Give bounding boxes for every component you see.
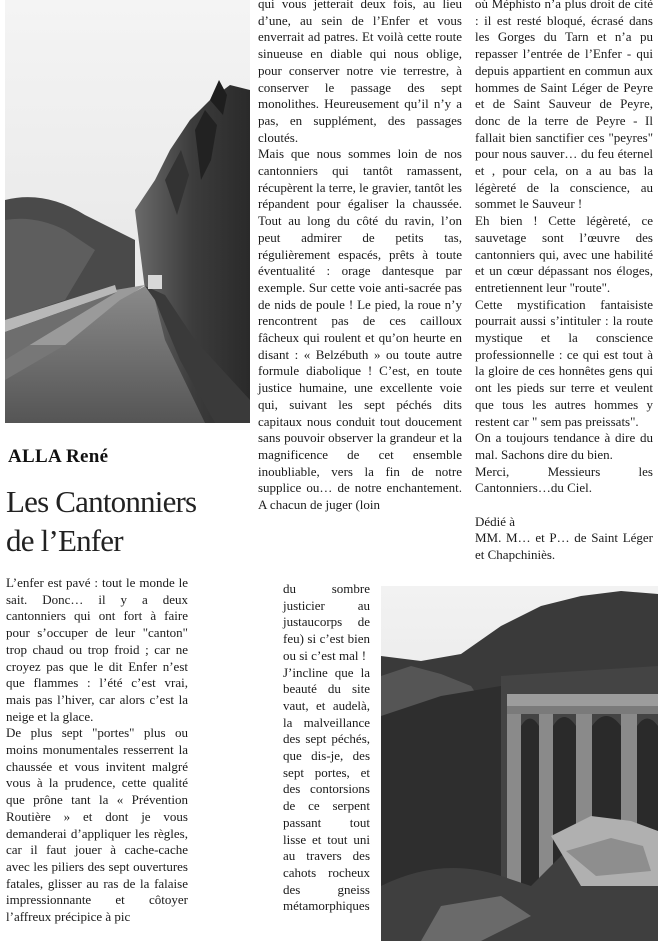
- paragraph: J’incline que la beauté du site vaut, et audelà, la malveillance des sept péchés, que dis-je, des sept portes, et des contorsions de ce serpent passant tout lisse et tout uni au travers des cahots rocheux des gneiss métamorphiques: [283, 664, 370, 914]
- text-column-1: [6, 575, 188, 926]
- paragraph: où Méphisto n’a plus droit de cité : il est resté bloqué, écrasé dans les Gorges du Tarn et n’a pu repasser l’entrée de l’Enfer - qui depuis appartient en commun aux hommes de Saint Léger de Peyre et de Saint Sauveur de Peyre, donc de la terre de Peyre - Il fallait bien sanctifier ces "peyres" pour nous sauver… du feu éternel et , pour cela, on a au bas la légèreté de la conscience, au sommet le Sauveur !: [475, 0, 653, 212]
- article-title: [6, 482, 256, 560]
- author-name: ALLA René: [8, 446, 109, 467]
- text-column-3: [475, 0, 653, 564]
- viaduct-photo: [381, 586, 658, 941]
- paragraph: De plus sept "portes" plus ou moins monumentales resserrent la chaussée et vous invitent malgré vous à la prudence, cette qualité que prône tant la « Prévention Routière » et dont je vous demanderai d’appliquer les règles, car il faut jouer à cache-cache avec les piliers des sept ouvertures fatales, glisser au ras de la falaise impressionnante et côtoyer l’affreux précipice à pic: [6, 725, 188, 925]
- paragraph: Mais que nous sommes loin de nos cantonniers qui tantôt ramassent, récupèrent la terre, le gravier, tantôt les répandent pour égaliser la chaussée. Tout au long du côté du ravin, l’on peut admirer de petits tas, régulièrement espacés, prêts à toute éventualité : orage dantesque par exemple. Sur cette voie anti-sacrée pas de nids de poule ! Le pied, la roue n’y rencontrent pas de ces cailloux fâcheux qui roulent et qu’on heurte en disant : « Belzébuth » ou toute autre formule diabolique ! C’est, en toute justice humaine, une excellente voie qui, suivant les sept péchés dits capitaux nous conduit tout doucement sans pouvoir observer la grandeur et la magnificence de cet ensemble inoubliable, vers la fin de notre supplice ou… de notre enchantement. A chacun de juger (loin: [258, 146, 462, 513]
- paragraph: L’enfer est pavé : tout le monde le sait. Donc… il y a deux cantonniers qui ont fort à faire pour s’occuper de leur "canton" trop chaud ou trop froid ; car ne croyez pas que le dit Enfer n’est que flammes : l’été c’est vrai, mais pas l’hiver, car alors c’est la neige et la glace.: [6, 575, 188, 724]
- paragraph: Merci, Messieurs les Cantonniers…du Ciel.: [475, 463, 653, 496]
- article-title-line2: de l’Enfer: [6, 523, 123, 558]
- paragraph: Eh bien ! Cette légèreté, ce sauvetage sont l’œuvre des cantonniers qui, avec une habilité et un cœur dépassant nos éloges, entretiennent leur "route".: [475, 213, 653, 295]
- road-photo-image: [5, 0, 250, 423]
- viaduct-photo-image: [381, 586, 658, 941]
- text-column-2: [258, 0, 462, 514]
- road-photo: [5, 0, 250, 423]
- dedication-heading: Dédié à: [475, 513, 516, 529]
- text-column-2-narrow: [283, 581, 370, 915]
- paragraph: du sombre justicier au justaucorps de feu) si c’est bien ou si c’est mal !: [283, 581, 370, 663]
- paragraph: Cette mystification fantaisiste pourrait aussi s’intituler : la route mystique et la conscience professionnelle : ce qui est tout à la gloire de ces honnêtes gens qui ont les pieds sur terre et veulent que tous les autres hommes y restent car " sem pas preissats".: [475, 296, 653, 429]
- article-title-line1: Les Cantonniers: [6, 484, 197, 519]
- paragraph: qui vous jetterait deux fois, au lieu d’une, au sein de l’Enfer et vous enverrait ad patres. Et voilà cette route sinueuse en diable qui nous oblige, pour conserver notre vie terrestre, à conserver le passage des sept monolithes. Heureusement qu’il n’y a pas, en supplément, des passages cloutés.: [258, 0, 462, 145]
- paragraph: On a toujours tendance à dire du mal. Sachons dire du bien.: [475, 430, 653, 462]
- dedication-text: MM. M… et P… de Saint Léger et Chapchiniès.: [475, 530, 653, 563]
